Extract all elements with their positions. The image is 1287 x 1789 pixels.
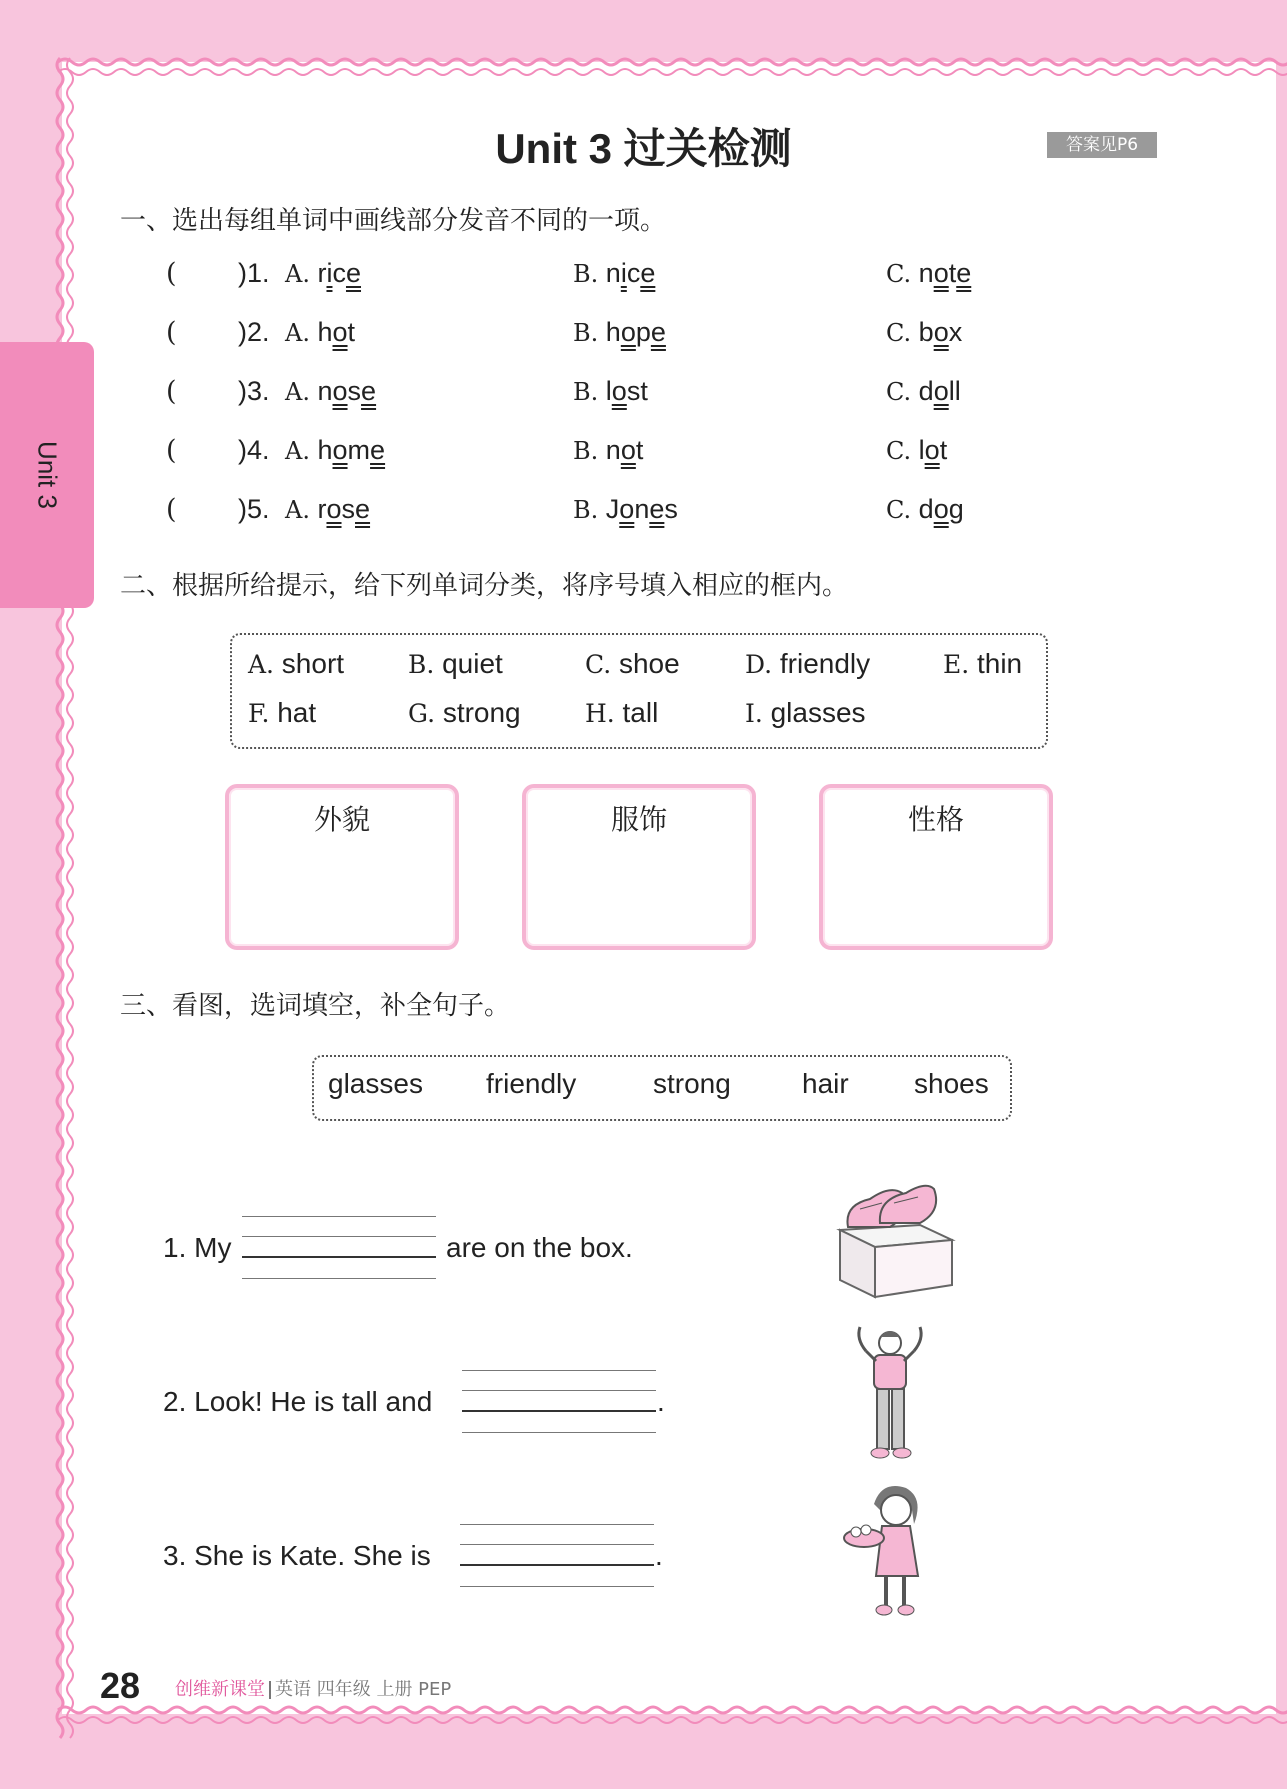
- underlined-letter: o: [332, 376, 348, 406]
- footer-brand: 创维新课堂: [175, 1679, 265, 1700]
- answer-blank-2[interactable]: [462, 1370, 656, 1434]
- option-letter: A.: [285, 437, 310, 465]
- word-part: n: [918, 258, 934, 288]
- word-item: [248, 697, 316, 729]
- word-part: d: [918, 376, 934, 406]
- friendly-girl-image: [842, 1480, 938, 1618]
- option-a: [285, 258, 361, 289]
- word-letter: E.: [943, 650, 970, 679]
- word-letter: H.: [585, 699, 615, 728]
- footer-book-info: [175, 1675, 451, 1701]
- underlined-letter: o: [620, 317, 636, 347]
- underlined-letter: i: [326, 258, 333, 288]
- question-number: )3.: [238, 376, 270, 406]
- word-part: st: [626, 376, 648, 406]
- option-letter: B.: [573, 378, 599, 406]
- word-part: h: [317, 435, 333, 465]
- shoes-on-box-image: [830, 1175, 960, 1301]
- section3-heading: 三、看图，选词填空，补全句子。: [120, 991, 511, 1021]
- option-letter: B.: [573, 437, 599, 465]
- word-part: l: [605, 376, 612, 406]
- word-text: hat: [277, 697, 317, 728]
- underlined-letter: o: [611, 376, 627, 406]
- word-item: [585, 648, 680, 680]
- sentence-1-end: are on the box.: [446, 1232, 633, 1263]
- option-letter: C.: [886, 319, 912, 347]
- underlined-letter: e: [361, 376, 377, 406]
- underlined-letter: e: [956, 258, 972, 288]
- word-item: [745, 648, 870, 680]
- word-text: short: [281, 648, 345, 679]
- underlined-letter: o: [332, 317, 348, 347]
- option-c: [886, 258, 971, 289]
- word-letter: B.: [408, 650, 435, 679]
- word-item: [248, 648, 344, 680]
- word-part: J: [605, 494, 620, 524]
- option-c: [886, 435, 947, 466]
- word-letter: G.: [408, 699, 436, 728]
- option-b: [573, 376, 648, 407]
- question-row: [0, 376, 1287, 416]
- option-a: [285, 494, 370, 525]
- word-bank-item: friendly: [486, 1068, 577, 1099]
- section1-heading: 一、选出每组单词中画线部分发音不同的一项。: [120, 206, 667, 236]
- category-box-personality[interactable]: [819, 784, 1053, 950]
- option-c: [886, 494, 964, 525]
- word-part: d: [918, 494, 934, 524]
- option-letter: C.: [886, 496, 912, 524]
- word-part: h: [317, 317, 333, 347]
- underlined-letter: e: [355, 494, 371, 524]
- word-letter: A.: [248, 650, 275, 679]
- underlined-letter: o: [619, 494, 635, 524]
- category-label: 外貌: [313, 803, 370, 836]
- underlined-letter: o: [620, 435, 636, 465]
- category-label: 服饰: [610, 803, 667, 836]
- word-part: g: [948, 494, 964, 524]
- word-bank-item: shoes: [914, 1068, 989, 1099]
- underlined-letter: o: [933, 494, 949, 524]
- footer-info: 英语 四年级 上册 PEP: [275, 1679, 452, 1700]
- word-part: s: [347, 376, 362, 406]
- word-text: shoe: [618, 648, 680, 679]
- option-b: [573, 317, 666, 348]
- underlined-letter: o: [326, 494, 342, 524]
- page-number: 28: [100, 1665, 141, 1706]
- option-letter: B.: [573, 496, 599, 524]
- answer-blank-1[interactable]: [242, 1216, 436, 1280]
- sentence-1-start: 1. My: [163, 1232, 232, 1263]
- answer-paren[interactable]: (: [166, 435, 177, 466]
- underlined-letter: e: [370, 435, 386, 465]
- question-row: [0, 317, 1287, 357]
- option-c: [886, 317, 962, 348]
- underlined-letter: o: [933, 317, 949, 347]
- sentence-3-end: .: [655, 1540, 663, 1571]
- option-b: [573, 494, 678, 525]
- option-a: [285, 376, 376, 407]
- word-part: x: [948, 317, 963, 347]
- option-a: [285, 317, 355, 348]
- underlined-letter: e: [649, 494, 665, 524]
- footer-divider: [269, 1681, 271, 1699]
- word-part: c: [332, 258, 346, 288]
- word-text: glasses: [770, 697, 866, 728]
- word-item: [745, 697, 866, 729]
- word-text: thin: [976, 648, 1023, 679]
- word-item: [408, 648, 503, 680]
- option-letter: A.: [285, 496, 310, 524]
- word-part: ll: [948, 376, 961, 406]
- unit-side-tab-label: Unit 3: [32, 441, 63, 509]
- option-letter: A.: [285, 319, 310, 347]
- word-letter: I.: [745, 699, 763, 728]
- category-box-clothing[interactable]: [522, 784, 756, 950]
- word-item: [408, 697, 521, 729]
- word-part: h: [605, 317, 621, 347]
- sentence-3-start: 3. She is Kate. She is: [163, 1540, 431, 1571]
- word-item: [943, 648, 1022, 680]
- answer-paren[interactable]: (: [166, 258, 177, 289]
- answer-paren[interactable]: (: [166, 317, 177, 348]
- word-bank-item: strong: [653, 1068, 731, 1099]
- answer-paren[interactable]: (: [166, 376, 177, 407]
- word-part: s: [341, 494, 356, 524]
- word-letter: D.: [745, 650, 773, 679]
- word-part: l: [918, 435, 925, 465]
- underlined-letter: e: [650, 317, 666, 347]
- section2-heading: 二、根据所给提示，给下列单词分类，将序号填入相应的框内。: [120, 571, 849, 601]
- question-row: [0, 435, 1287, 475]
- option-letter: A.: [285, 260, 310, 288]
- option-letter: C.: [886, 378, 912, 406]
- question-number: )5.: [238, 494, 270, 524]
- option-letter: A.: [285, 378, 310, 406]
- question-row: [0, 494, 1287, 534]
- underlined-letter: e: [345, 258, 362, 288]
- word-letter: F.: [248, 699, 270, 728]
- page-title: Unit 3 过关检测: [495, 125, 792, 172]
- word-part: t: [635, 435, 644, 465]
- underlined-letter: o: [933, 376, 949, 406]
- word-part: n: [317, 376, 333, 406]
- word-part: n: [634, 494, 650, 524]
- answer-reference-tag: 答案见P6: [1047, 132, 1157, 158]
- word-part: n: [605, 258, 621, 288]
- option-c: [886, 376, 961, 407]
- word-bank-item: glasses: [328, 1068, 423, 1099]
- answer-blank-3[interactable]: [460, 1524, 654, 1588]
- option-letter: C.: [886, 437, 912, 465]
- word-part: c: [626, 258, 641, 288]
- word-item: [585, 697, 658, 729]
- word-part: t: [948, 258, 957, 288]
- word-text: strong: [442, 697, 521, 728]
- underlined-letter: e: [640, 258, 656, 288]
- option-letter: C.: [886, 260, 912, 288]
- option-b: [573, 435, 643, 466]
- category-label: 性格: [907, 803, 964, 836]
- category-box-appearance[interactable]: [225, 784, 459, 950]
- sentence-2-start: 2. Look! He is tall and: [163, 1386, 433, 1417]
- underlined-letter: i: [620, 258, 627, 288]
- word-part: m: [347, 435, 371, 465]
- word-text: tall: [622, 697, 659, 728]
- word-part: s: [664, 494, 678, 524]
- underlined-letter: o: [332, 435, 348, 465]
- word-text: friendly: [779, 648, 871, 679]
- word-part: t: [347, 317, 356, 347]
- word-part: b: [918, 317, 934, 347]
- underlined-letter: o: [924, 435, 940, 465]
- word-part: r: [317, 258, 327, 288]
- underlined-letter: o: [933, 258, 949, 288]
- option-letter: B.: [573, 319, 599, 347]
- question-number: )2.: [238, 317, 270, 347]
- word-bank-item: hair: [802, 1068, 849, 1099]
- strong-boy-image: [852, 1325, 928, 1461]
- answer-paren[interactable]: (: [166, 494, 177, 525]
- word-part: t: [939, 435, 948, 465]
- sentence-2-end: .: [657, 1386, 665, 1417]
- option-letter: B.: [573, 260, 599, 288]
- word-letter: C.: [585, 650, 612, 679]
- question-number: )1.: [238, 258, 270, 288]
- word-text: quiet: [442, 648, 503, 679]
- question-row: [0, 258, 1287, 298]
- option-a: [285, 435, 385, 466]
- word-part: n: [605, 435, 621, 465]
- word-part: r: [317, 494, 327, 524]
- option-b: [573, 258, 655, 289]
- question-number: )4.: [238, 435, 270, 465]
- word-part: p: [635, 317, 651, 347]
